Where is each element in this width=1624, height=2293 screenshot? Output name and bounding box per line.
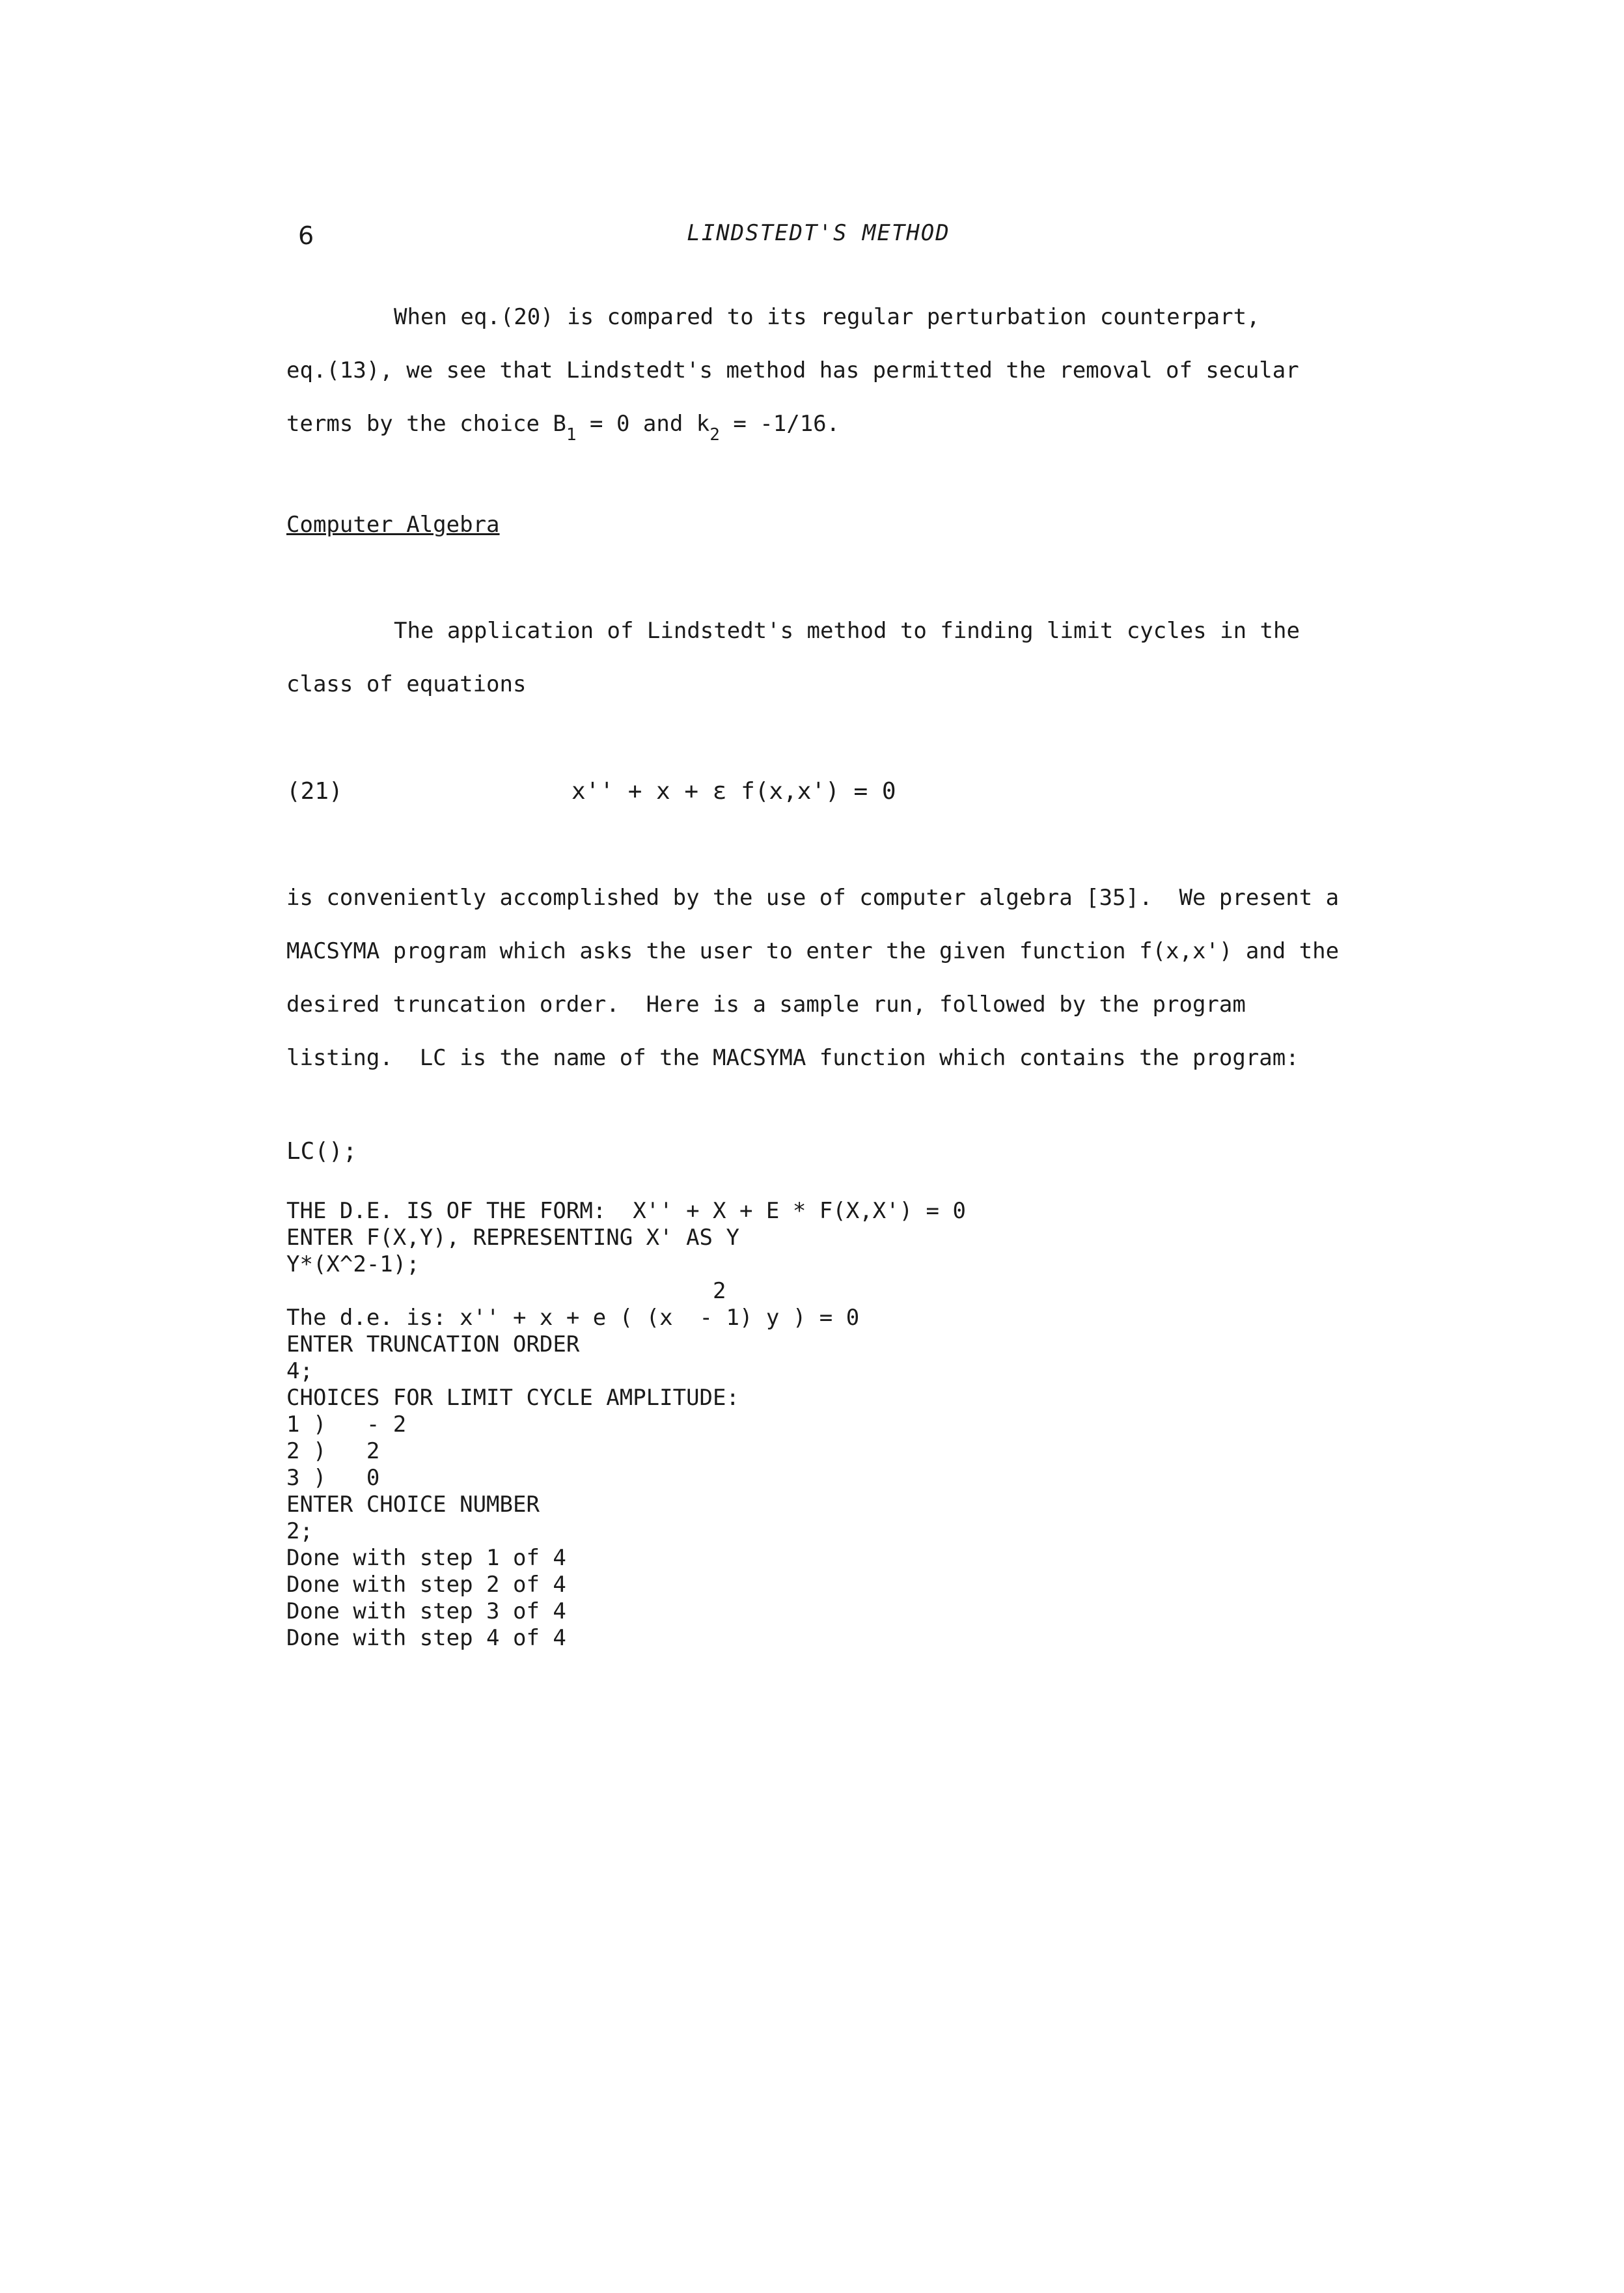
text-segment: = 0 and k	[576, 411, 710, 437]
paragraph-line: The application of Lindstedt's method to finding limit cycles in the	[394, 618, 1300, 644]
code-line: The d.e. is: x'' + x + e ( (x - 1) y ) = 0	[286, 1305, 860, 1331]
text-segment: terms by the choice B	[286, 411, 566, 437]
code-line: 1 ) - 2	[286, 1411, 407, 1438]
code-line: Done with step 2 of 4	[286, 1572, 566, 1598]
paragraph-line-with-subscripts	[286, 397, 1380, 452]
code-line: 4;	[286, 1358, 313, 1384]
lc-function-call: LC();	[286, 1138, 357, 1165]
code-line: 2;	[286, 1518, 313, 1544]
code-line: 2 ) 2	[286, 1438, 380, 1464]
paragraph-line: MACSYMA program which asks the user to enter the given function f(x,x') and the	[286, 938, 1340, 964]
text-segment: = -1/16.	[719, 411, 840, 437]
equation-number: (21)	[286, 778, 343, 805]
code-line: Done with step 4 of 4	[286, 1625, 566, 1651]
code-line: ENTER CHOICE NUMBER	[286, 1492, 540, 1518]
running-title: LINDSTEDT'S METHOD	[687, 220, 950, 246]
paragraph-line: listing. LC is the name of the MACSYMA function which contains the program:	[286, 1045, 1299, 1071]
paragraph-secular-terms	[286, 290, 1380, 452]
paragraph-line: desired truncation order. Here is a sample run, followed by the program	[286, 992, 1246, 1018]
code-line: Done with step 3 of 4	[286, 1598, 566, 1624]
paragraph-line: class of equations	[286, 671, 527, 697]
paragraph-macsyma	[286, 871, 1380, 1085]
code-line: ENTER F(X,Y), REPRESENTING X' AS Y	[286, 1225, 739, 1251]
section-heading: Computer Algebra	[286, 512, 500, 538]
paragraph-line: eq.(13), we see that Lindstedt's method has permitted the removal of secular	[286, 357, 1299, 383]
subscript: 2	[709, 425, 720, 445]
paragraph-application	[286, 604, 1380, 711]
subscript: 1	[566, 425, 577, 445]
paragraph-line: is conveniently accomplished by the use of computer algebra [35]. We present a	[286, 885, 1340, 911]
code-line: ENTER TRUNCATION ORDER	[286, 1331, 580, 1357]
code-line: CHOICES FOR LIMIT CYCLE AMPLITUDE:	[286, 1385, 739, 1411]
paragraph-line: When eq.(20) is compared to its regular perturbation counterpart,	[394, 304, 1260, 330]
code-line: Y*(X^2-1);	[286, 1251, 420, 1277]
code-line: THE D.E. IS OF THE FORM: X'' + X + E * F(X,X') = 0	[286, 1198, 966, 1224]
page-number: 6	[298, 221, 314, 250]
code-line: 3 ) 0	[286, 1465, 380, 1491]
sample-run-output	[286, 1198, 966, 1652]
equation-body: x'' + x + ε f(x,x') = 0	[571, 778, 896, 805]
code-line: 2	[286, 1278, 726, 1304]
code-line: Done with step 1 of 4	[286, 1545, 566, 1571]
